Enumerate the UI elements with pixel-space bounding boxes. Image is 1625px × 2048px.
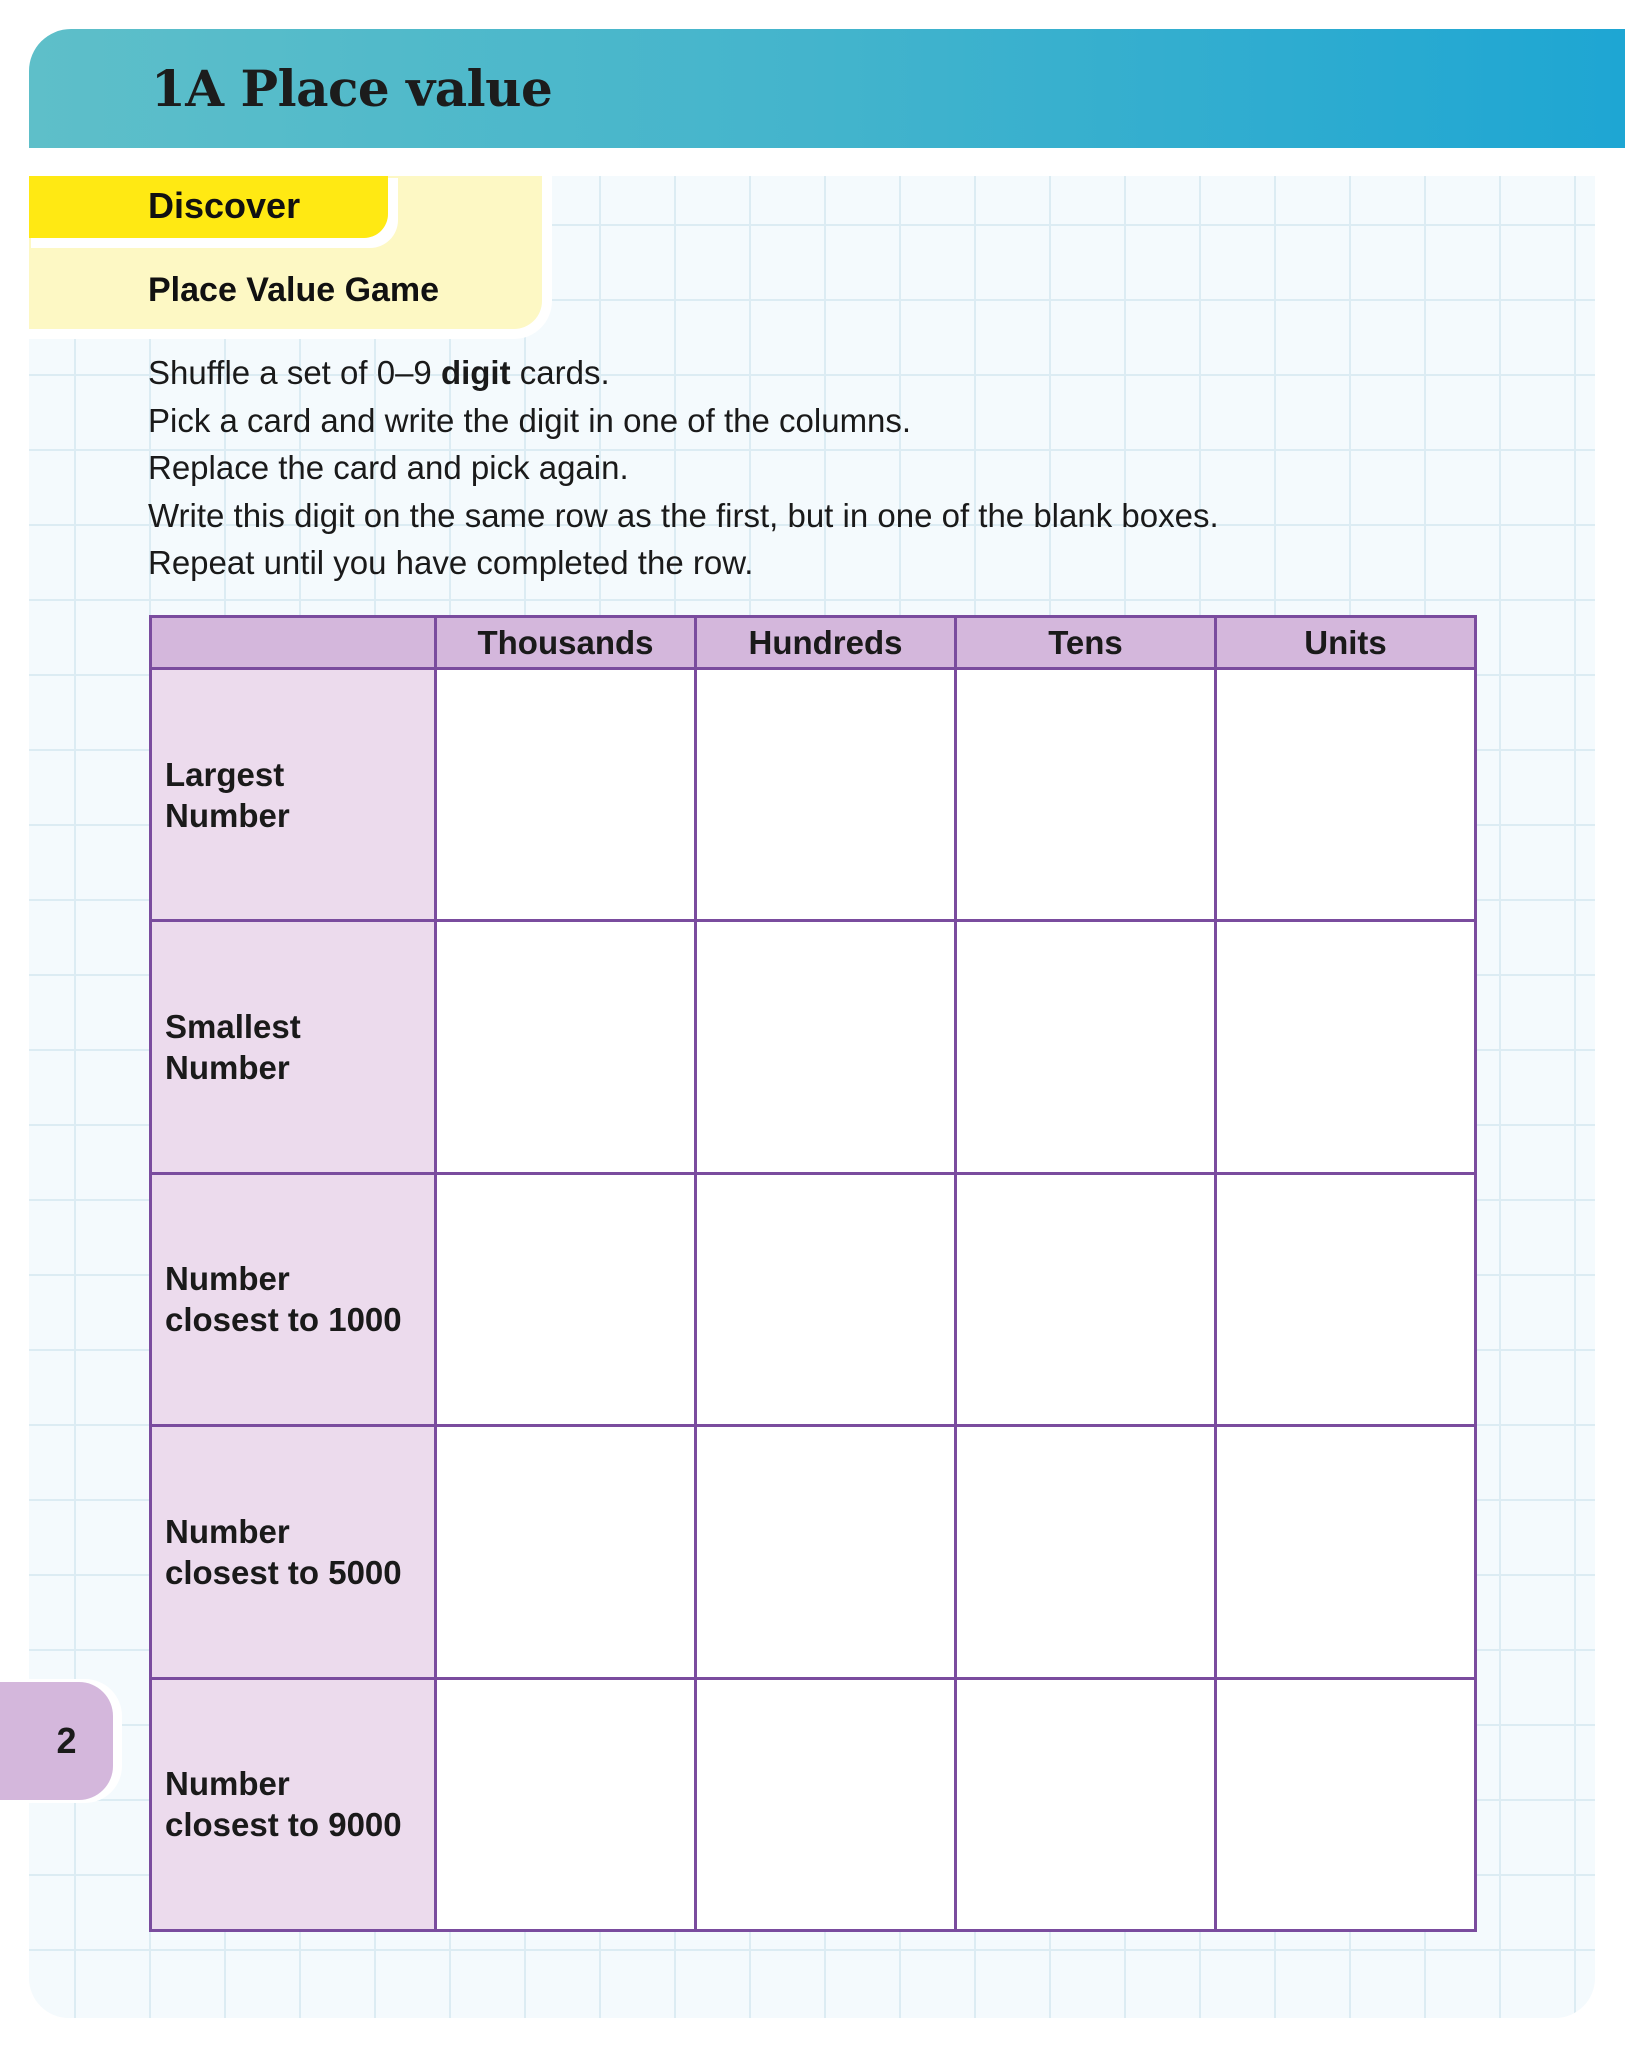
place-value-table xyxy=(149,615,1477,1932)
answer-box-tens[interactable] xyxy=(956,669,1216,921)
row-label-line: closest to 9000 xyxy=(165,1806,402,1844)
answer-box-thousands[interactable] xyxy=(436,1678,696,1930)
row-label-line: Number xyxy=(165,1049,290,1087)
answer-box-units[interactable] xyxy=(1216,1678,1476,1930)
answer-box-tens[interactable] xyxy=(956,1678,1216,1930)
answer-box-thousands[interactable] xyxy=(436,1426,696,1678)
corner-header-cell xyxy=(151,617,436,669)
instruction-line-2: Pick a card and write the digit in one of the columns. xyxy=(148,401,912,439)
table-row-closest-9000 xyxy=(151,1678,1476,1930)
answer-box-tens[interactable] xyxy=(956,1173,1216,1425)
answer-box-thousands[interactable] xyxy=(436,1173,696,1425)
instruction-line-5: Repeat until you have completed the row. xyxy=(148,544,754,581)
activity-title: Place Value Game xyxy=(148,271,440,309)
answer-box-hundreds[interactable] xyxy=(696,669,956,921)
instruction-text: cards. xyxy=(510,354,610,391)
answer-box-tens[interactable] xyxy=(956,921,1216,1173)
answer-box-hundreds[interactable] xyxy=(696,1678,956,1930)
table-row-smallest xyxy=(151,921,1476,1173)
column-header-thousands: Thousands xyxy=(436,617,696,669)
answer-box-hundreds[interactable] xyxy=(696,1173,956,1425)
row-label-smallest xyxy=(151,921,436,1173)
answer-box-hundreds[interactable] xyxy=(696,921,956,1173)
row-label-closest-9000 xyxy=(151,1678,436,1930)
keyword-digit: digit xyxy=(440,354,511,391)
instruction-line-3: Replace the card and pick again. xyxy=(148,449,629,486)
instruction-text: Shuffle a set of 0–9 xyxy=(148,354,441,391)
page-title: 1A Place value xyxy=(151,59,553,118)
row-label-closest-5000 xyxy=(151,1426,436,1678)
row-label-line: Largest xyxy=(165,755,285,793)
column-header-units: Units xyxy=(1216,617,1476,669)
row-label-largest xyxy=(151,669,436,921)
table-header-row xyxy=(151,617,1476,669)
table-row-largest xyxy=(151,669,1476,921)
row-label-line: Smallest xyxy=(165,1008,301,1046)
table-row-closest-5000 xyxy=(151,1426,1476,1678)
column-header-hundreds: Hundreds xyxy=(696,617,956,669)
answer-box-tens[interactable] xyxy=(956,1426,1216,1678)
row-label-line: Number xyxy=(165,1260,290,1298)
page-number: 2 xyxy=(56,1720,77,1761)
row-label-line: closest to 5000 xyxy=(165,1553,402,1591)
column-header-tens: Tens xyxy=(956,617,1216,669)
table-row-closest-1000 xyxy=(151,1173,1476,1425)
answer-box-thousands[interactable] xyxy=(436,921,696,1173)
answer-box-units[interactable] xyxy=(1216,921,1476,1173)
answer-box-units[interactable] xyxy=(1216,1426,1476,1678)
instruction-line-1 xyxy=(148,349,1568,397)
row-label-closest-1000 xyxy=(151,1173,436,1425)
row-label-line: Number xyxy=(165,796,290,834)
row-label-line: Number xyxy=(165,1765,290,1803)
row-label-line: closest to 1000 xyxy=(165,1301,402,1339)
answer-box-hundreds[interactable] xyxy=(696,1426,956,1678)
answer-box-units[interactable] xyxy=(1216,669,1476,921)
answer-box-thousands[interactable] xyxy=(436,669,696,921)
instruction-line-4: Write this digit on the same row as the first, but in one of the blank boxes. xyxy=(148,496,1219,534)
row-label-line: Number xyxy=(165,1512,290,1550)
answer-box-units[interactable] xyxy=(1216,1173,1476,1425)
instructions xyxy=(148,349,1568,587)
discover-label: Discover xyxy=(148,185,301,226)
